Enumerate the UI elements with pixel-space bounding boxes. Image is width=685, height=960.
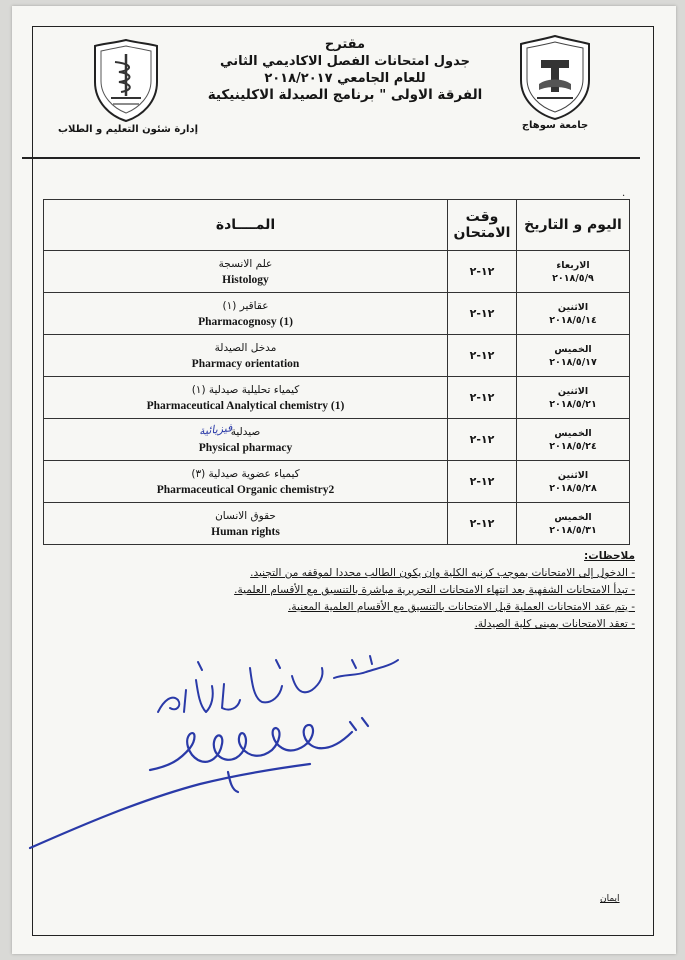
- title-line-schedule: جدول امتحانات الفصل الاكاديمي الثاني: [220, 54, 470, 69]
- subject-en: Histology: [222, 273, 269, 286]
- note-item: - تبدأ الامتحانات الشفهية بعد انتهاء الامتحانات التحريرية مباشرة بالتنسيق مع الأقسام العلمية.: [234, 584, 635, 596]
- subject-ar: علم الانسجة: [218, 257, 273, 270]
- day: الاثنين: [557, 385, 589, 397]
- time-cell: ١٢-٢: [448, 503, 517, 545]
- day: الاربعاء: [556, 259, 590, 271]
- subject-en: Pharmacognosy (1): [198, 315, 293, 328]
- day: الخميس: [554, 511, 592, 523]
- time-cell: ١٢-٢: [448, 461, 517, 503]
- clerk-initials: ايمان: [600, 894, 620, 904]
- subject-en: Pharmaceutical Analytical chemistry (1): [146, 399, 345, 412]
- day: الخميس: [554, 343, 592, 355]
- date: ٢٠١٨/٥/١٧: [549, 356, 597, 368]
- subject-en: Pharmaceutical Organic chemistry2: [156, 483, 335, 496]
- subject-ar: كيمياء تحليلية صيدلية (١): [191, 383, 300, 396]
- day: الاثنين: [557, 301, 589, 313]
- date: ٢٠١٨/٥/٢١: [549, 398, 597, 410]
- subject-en: Human rights: [211, 525, 280, 538]
- note-item: - يتم عقد الامتحانات العملية قبل الامتحانات بالتنسيق مع الأقسام العلمية المعنية.: [288, 601, 635, 613]
- notes-heading: ملاحظات:: [584, 550, 635, 562]
- university-caption: جامعة سوهاج: [521, 120, 589, 131]
- time-cell: ١٢-٢: [448, 293, 517, 335]
- time-cell: ١٢-٢: [448, 335, 517, 377]
- title-line-proposal: مقترح: [324, 37, 366, 52]
- time-cell: ١٢-٢: [448, 251, 517, 293]
- handwritten-correction: فيزيائية: [198, 421, 233, 438]
- date: ٢٠١٨/٥/٢٨: [549, 482, 597, 494]
- time-cell: ١٢-٢: [448, 377, 517, 419]
- time-cell: ١٢-٢: [448, 419, 517, 461]
- title-line-year: للعام الجامعي ٢٠١٨/٢٠١٧: [264, 71, 426, 86]
- date: ٢٠١٨/٥/٩: [552, 272, 594, 284]
- subject-ar: كيمياء عضوية صيدلية (٣): [191, 467, 300, 480]
- stray-dot: .: [622, 188, 626, 199]
- subject-ar: صيدلية: [230, 425, 261, 438]
- note-item: - الدخول إلى الامتحانات بموجب كرنيه الكلية وان يكون الطالب محددا لموقفه من التجنيد.: [250, 567, 635, 579]
- date: ٢٠١٨/٥/١٤: [549, 314, 597, 326]
- subject-ar: عقاقير (١): [222, 299, 269, 312]
- header-date: اليوم و التاريخ: [517, 200, 630, 251]
- header-time-line2: الامتحان: [453, 225, 511, 241]
- subject-en: Physical pharmacy: [198, 441, 293, 454]
- title-line-program: الفرقة الاولى " برنامج الصيدلة الاكلينيكية: [207, 87, 483, 103]
- day: الاثنين: [557, 469, 589, 481]
- subject-en: Pharmacy orientation: [191, 357, 300, 370]
- day: الخميس: [554, 427, 592, 439]
- note-item: - تعقد الامتحانات بمبنى كلية الصيدلة.: [474, 618, 635, 630]
- header-subject: المــــادة: [44, 200, 448, 251]
- header-time-line1: وقت: [465, 209, 499, 225]
- office-caption: إدارة شئون التعليم و الطلاب: [58, 124, 198, 135]
- date: ٢٠١٨/٥/٢٤: [549, 440, 597, 452]
- subject-ar: حقوق الانسان: [215, 509, 276, 522]
- subject-ar: مدخل الصيدلة: [214, 341, 277, 354]
- date: ٢٠١٨/٥/٣١: [549, 524, 597, 536]
